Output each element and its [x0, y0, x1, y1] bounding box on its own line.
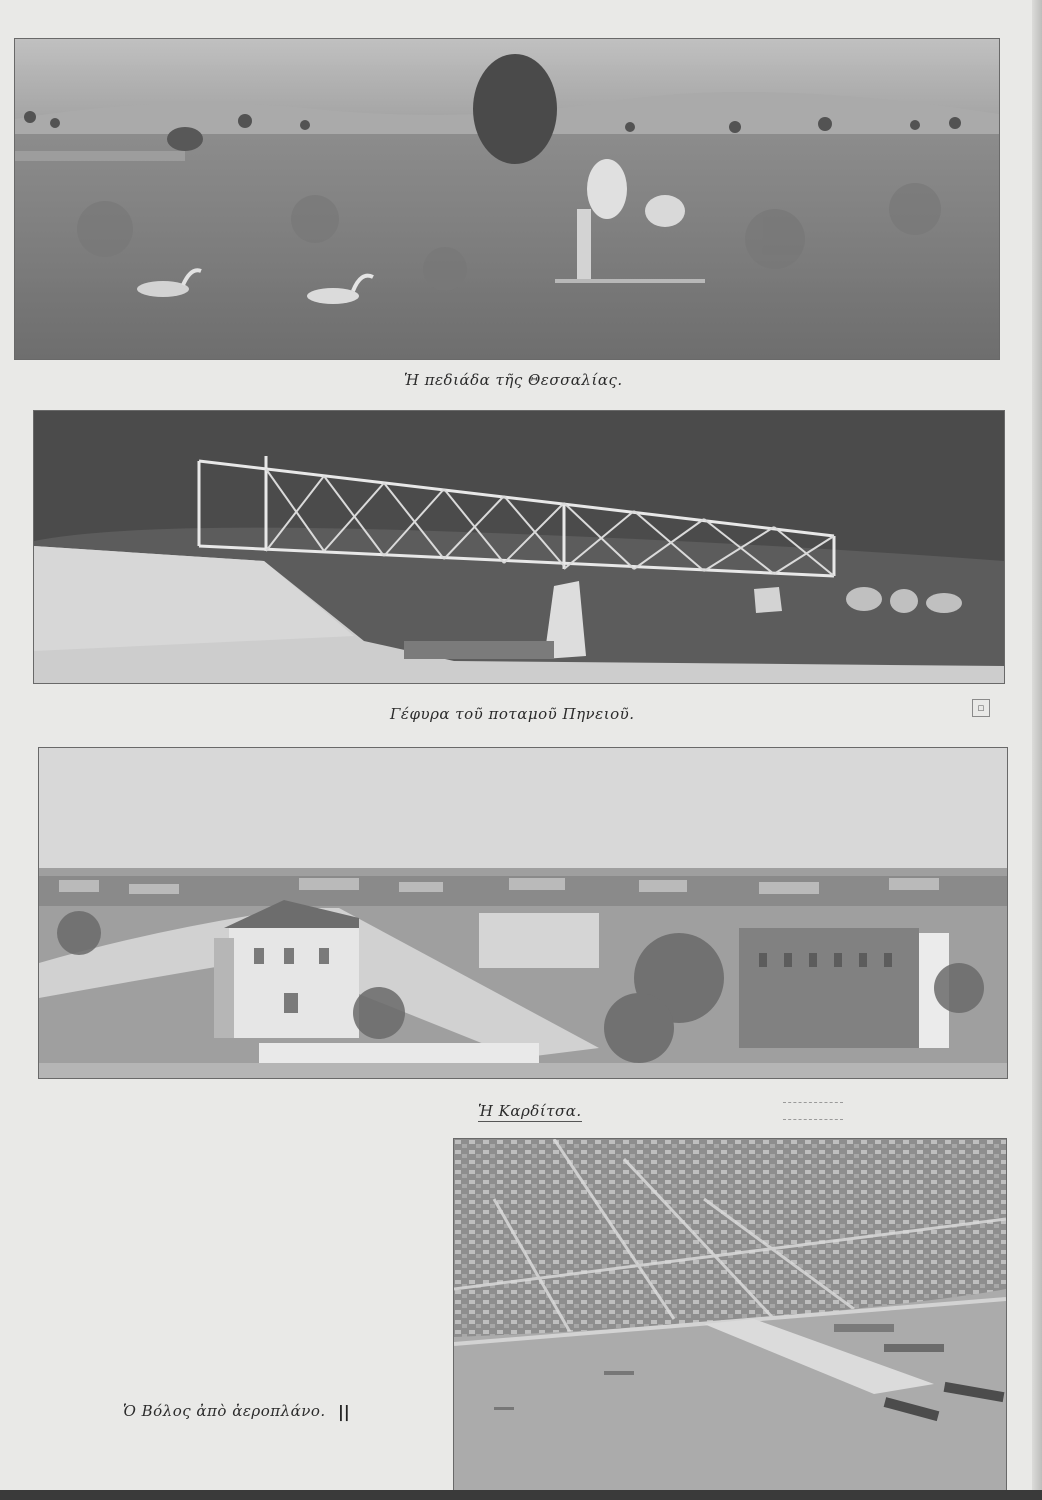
page-bottom-edge	[0, 1490, 1042, 1500]
caption-volos: Ὁ Βόλος ἀπὸ ἀεροπλάνο.	[123, 1402, 326, 1420]
caption-thessaly-plain: Ἡ πεδιάδα τῆς Θεσσαλίας.	[404, 371, 623, 389]
double-bar-mark: ||	[338, 1402, 350, 1421]
empty-label-box	[783, 1102, 843, 1120]
caption-peneus-bridge: Γέφυρα τοῦ ποταμοῦ Πηνειοῦ.	[390, 705, 635, 723]
photo-peneus-bridge	[33, 410, 1005, 684]
photo-karditsa	[38, 747, 1008, 1079]
photo-thessaly-plain	[14, 38, 1000, 360]
photo-volos-aerial	[453, 1138, 1007, 1492]
caption-karditsa: Ἡ Καρδίτσα.	[478, 1102, 582, 1120]
page-edge-shadow	[1032, 0, 1042, 1500]
corner-marker-icon: ▫	[972, 699, 990, 717]
